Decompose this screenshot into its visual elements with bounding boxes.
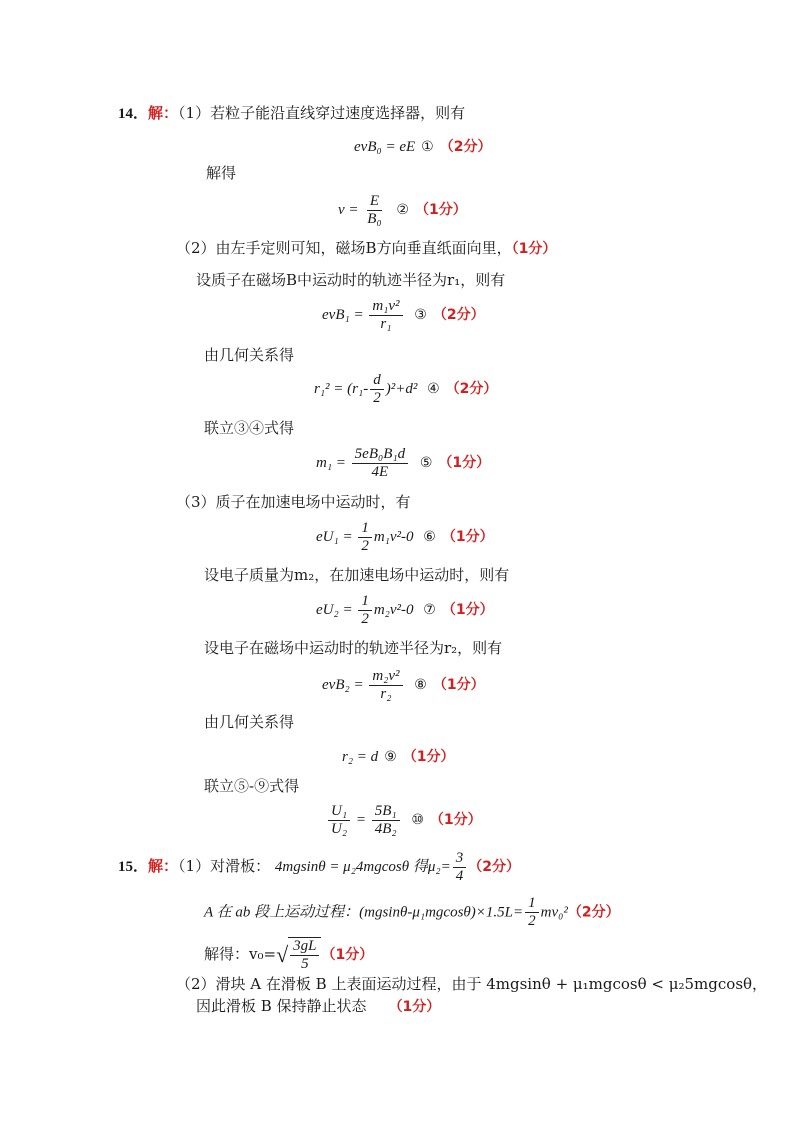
equation-1-mark: ① <box>421 139 434 155</box>
combine-2: 联立⑤-⑨式得 <box>204 777 300 795</box>
equation-2-lhs: v = <box>338 201 359 218</box>
part3-line2: 设电子质量为m₂，在加速电场中运动时，则有 <box>204 566 510 584</box>
frac-num: E <box>367 193 382 211</box>
equation-2 <box>338 193 467 228</box>
equation-7 <box>316 593 494 628</box>
frac-den: 2 <box>373 390 381 406</box>
frac-num: m₂v² <box>369 668 402 686</box>
equation-4-mark: ④ <box>427 380 440 397</box>
equation-6-mark: ⑥ <box>423 528 436 545</box>
q15-equation-1-points: （2分） <box>468 858 520 875</box>
equals-sign: = <box>355 811 366 828</box>
equation-1 <box>354 136 491 156</box>
equation-6-tail: m₁v²-0 <box>373 528 414 545</box>
equation-9-expr: r₂ = d <box>342 749 379 765</box>
equation-5-mark: ⑤ <box>419 454 433 471</box>
frac-num: 1 <box>525 895 539 913</box>
equation-8-lhs: evB₂ = <box>322 676 364 693</box>
equation-7-points: （1分） <box>441 601 494 618</box>
q15-part2-line2: 因此滑板 B 保持静止状态 <box>196 997 367 1015</box>
frac-den: B₀ <box>367 211 382 227</box>
equation-5-lhs: m₁ = <box>316 454 346 471</box>
part2-line2: 设质子在磁场B中运动时的轨迹半径为r₁，则有 <box>196 271 506 289</box>
part2-intro-line <box>176 238 556 259</box>
equation-8-fraction <box>369 668 402 703</box>
frac-den: r₁ <box>380 316 392 332</box>
equation-10-mark: ⑩ <box>411 811 424 828</box>
equation-1-points: （2分） <box>439 139 492 155</box>
equation-3-lhs: evB₁ = <box>322 306 364 323</box>
q15-equation-1 <box>274 850 468 884</box>
frac-num: 3 <box>453 850 467 868</box>
equation-7-fraction <box>358 593 372 628</box>
frac-den: U₂ <box>331 821 348 837</box>
frac-num: 1 <box>358 520 372 538</box>
frac-num: U₁ <box>328 803 350 821</box>
equation-4-fraction <box>370 372 384 407</box>
equation-6-points: （1分） <box>441 528 494 545</box>
part1-intro: （1）若粒子能沿直线穿过速度选择器，则有 <box>178 104 466 122</box>
q15-line2-tail: mv₀² <box>540 904 568 921</box>
equation-8 <box>322 668 485 703</box>
equation-3-fraction <box>369 298 402 333</box>
frac-den: 4 <box>455 868 464 884</box>
frac-den: 2 <box>528 913 536 929</box>
equation-9-points: （1分） <box>402 749 455 765</box>
geometry-1: 由几何关系得 <box>204 346 295 364</box>
q15-line3-points: （1分） <box>321 947 374 963</box>
frac-den: 5 <box>301 956 309 972</box>
frac-num: 1 <box>358 593 372 611</box>
equation-5-points: （1分） <box>438 454 491 471</box>
geometry-2: 由几何关系得 <box>204 713 295 731</box>
frac-num: m₁v² <box>369 298 402 316</box>
part3-line3: 设电子在磁场中运动时的轨迹半径为r₂，则有 <box>204 639 503 657</box>
frac-den: 2 <box>361 611 369 627</box>
equation-5 <box>316 446 490 481</box>
frac-den: 4B₂ <box>374 821 397 837</box>
q15-part2-line1: （2）滑块 A 在滑板 B 上表面运动过程，由于 4mgsinθ + μ₁mgcosθ < μ₂5mgcosθ， <box>176 975 768 993</box>
jiede-1: 解得 <box>206 164 237 182</box>
q15-equation-1-expr: 4mgsinθ = μ₂4mgcosθ 得μ₂= <box>274 858 451 875</box>
frac-den: 2 <box>361 538 369 554</box>
frac-num: 5B₁ <box>372 803 400 821</box>
equation-10-points: （1分） <box>429 811 482 828</box>
equation-7-tail: m₂v²-0 <box>373 601 414 618</box>
q15-line3 <box>204 937 373 973</box>
equation-5-fraction <box>352 446 408 481</box>
frac-den: r₂ <box>380 686 392 702</box>
equation-3-mark: ③ <box>414 306 427 323</box>
equation-9-mark: ⑨ <box>384 749 397 765</box>
equation-1-expr: evB₀ = eE <box>354 139 416 155</box>
equation-6-lhs: eU₁ = <box>316 528 353 545</box>
q15-part2-points: （1分） <box>388 999 441 1015</box>
equation-4-lhs: r₁² = (r₁- <box>314 380 369 397</box>
equation-2-mark: ② <box>396 201 409 218</box>
q15-line3-label: 解得：v₀= <box>204 945 277 963</box>
q15-line2-fraction <box>525 895 539 930</box>
equation-8-mark: ⑧ <box>414 676 427 693</box>
q15-line3-fraction <box>290 938 319 973</box>
sqrt-expression <box>276 937 321 973</box>
question-number: 15． <box>118 858 149 875</box>
question-number: 14． <box>118 106 149 122</box>
equation-7-lhs: eU₂ = <box>316 601 353 618</box>
frac-den: 4E <box>371 464 389 480</box>
equation-7-mark: ⑦ <box>423 601 436 618</box>
frac-num: d <box>370 372 384 390</box>
equation-4-points: （2分） <box>445 380 498 397</box>
part3-intro: （3）质子在加速电场中运动时，有 <box>176 493 411 511</box>
part2-intro: （2）由左手定则可知，磁场B方向垂直纸面向里， <box>176 239 512 257</box>
q15-line2 <box>204 895 620 930</box>
q15-line2-expr: A 在 ab 段上运动过程：(mgsinθ-μ₁mgcosθ)×1.5L= <box>204 904 524 921</box>
frac-num: 5eB₀B₁d <box>352 446 408 464</box>
equation-4 <box>314 372 497 407</box>
q15-line2-points: （2分） <box>567 904 620 921</box>
frac-num: 3gL <box>290 938 319 956</box>
equation-10-rhs-fraction <box>372 803 400 838</box>
equation-6-fraction <box>358 520 372 555</box>
equation-2-fraction <box>364 193 384 228</box>
solution-label: 解： <box>148 104 179 122</box>
equation-8-points: （1分） <box>432 676 485 693</box>
equation-3 <box>322 298 485 333</box>
solution-label: 解： <box>148 856 179 875</box>
equation-10 <box>326 803 482 838</box>
q15-header <box>118 850 520 885</box>
equation-4-tail: )²+d² <box>385 380 418 397</box>
equation-3-points: （2分） <box>432 306 485 323</box>
equation-9 <box>342 746 455 766</box>
part1-intro: （1）对滑板： <box>178 856 271 875</box>
q15-equation-1-fraction <box>453 850 467 885</box>
q15-part2-line2-wrap <box>196 996 440 1017</box>
equation-2-points: （1分） <box>414 201 467 218</box>
combine-1: 联立③④式得 <box>204 419 295 437</box>
radical-sign: √ <box>276 942 289 967</box>
q14-header <box>118 103 465 124</box>
part2-intro-points: （1分） <box>511 241 557 257</box>
equation-6 <box>316 520 494 555</box>
equation-10-lhs-fraction <box>328 803 350 838</box>
